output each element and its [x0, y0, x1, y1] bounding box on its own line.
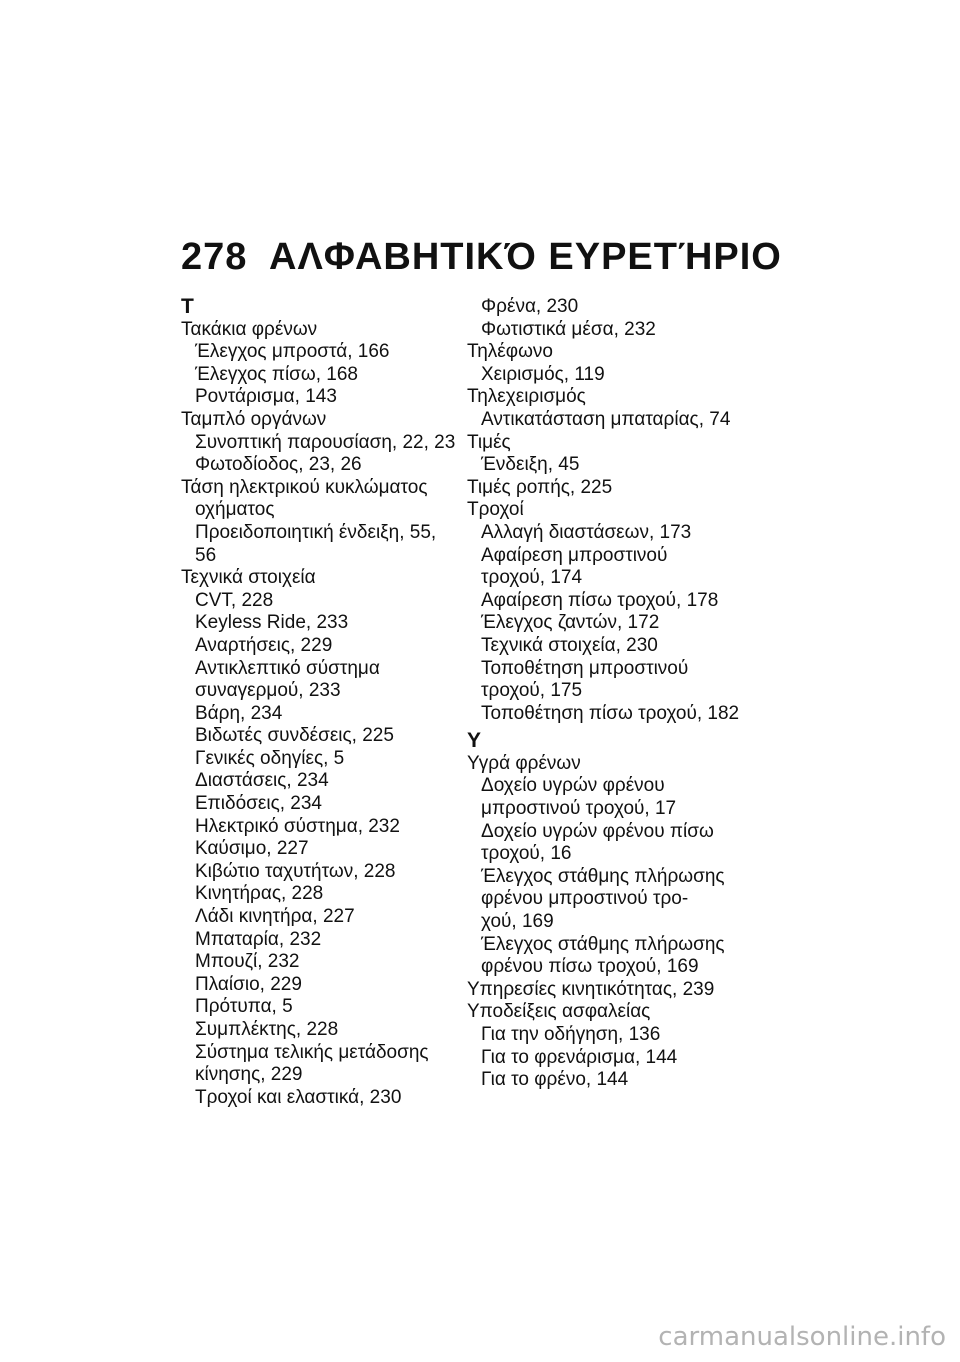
index-subentry: Αφαίρεση μπροστινού	[481, 544, 668, 566]
index-subentry: Τοποθέτηση μπροστινού	[481, 657, 689, 679]
index-letter-heading: Y	[467, 729, 482, 753]
index-subentry: Βιδωτές συνδέσεις, 225	[195, 725, 394, 747]
index-subentry: Μπουζί, 232	[195, 951, 300, 973]
index-subentry: Λάδι κινητήρα, 227	[195, 906, 355, 928]
index-subentry: Ροντάρισμα, 143	[195, 386, 337, 408]
index-subentry: Χειρισμός, 119	[481, 363, 605, 385]
index-entry: Τροχοί	[467, 499, 524, 521]
index-subentry: μπροστινού τροχού, 17	[481, 798, 677, 820]
index-entry: Τηλεχειρισμός	[467, 386, 586, 408]
index-subentry: Επιδόσεις, 234	[195, 793, 322, 815]
index-entry: Υπηρεσίες κινητικότητας, 239	[467, 978, 715, 1000]
index-subentry: Αφαίρεση πίσω τροχού, 178	[481, 589, 719, 611]
index-subentry: συναγερμού, 233	[195, 680, 341, 702]
index-subentry: Μπαταρία, 232	[195, 928, 322, 950]
index-subentry: τροχού, 16	[481, 843, 572, 865]
index-subentry: οχήματος	[195, 499, 275, 521]
index-entry: Τακάκια φρένων	[181, 318, 318, 340]
index-subentry: Δοχείο υγρών φρένου πίσω	[481, 820, 714, 842]
index-subentry: Συμπλέκτης, 228	[195, 1019, 339, 1040]
index-subentry: Αλλαγή διαστάσεων, 173	[481, 521, 692, 543]
index-column-right	[467, 296, 740, 1092]
index-subentry: Φρένα, 230	[481, 296, 579, 317]
index-subentry: Έλεγχος μπροστά, 166	[195, 341, 390, 363]
index-subentry: Για το φρενάρισμα, 144	[481, 1046, 678, 1068]
index-entry: Ταμπλό οργάνων	[181, 408, 327, 430]
index-subentry: Αναρτήσεις, 229	[195, 634, 333, 656]
index-subentry: Έλεγχος ζαντών, 172	[481, 612, 660, 634]
index-subentry: Για την οδήγηση, 136	[481, 1024, 661, 1045]
index-subentry: Κινητήρας, 228	[195, 883, 324, 905]
watermark: carmanualsonline.info	[658, 1322, 946, 1352]
index-subentry: τροχού, 175	[481, 680, 583, 702]
index-subentry: Τεχνικά στοιχεία, 230	[481, 634, 658, 656]
index-subentry: Τροχοί και ελαστικά, 230	[195, 1086, 402, 1108]
index-subentry: Αντικλεπτικό σύστημα	[195, 657, 380, 679]
index-subentry: φρένου πίσω τροχού, 169	[481, 956, 699, 978]
index-subentry: Έλεγχος στάθμης πλήρωσης	[481, 865, 725, 887]
index-subentry: CVT, 228	[195, 589, 274, 611]
index-subentry: Τοποθέτηση πίσω τροχού, 182	[481, 702, 740, 724]
index-subentry: Έλεγχος πίσω, 168	[195, 363, 358, 385]
index-subentry: Ένδειξη, 45	[481, 454, 580, 476]
index-subentry: Πρότυπα, 5	[195, 996, 293, 1018]
index-subentry: κίνησης, 229	[195, 1064, 303, 1086]
index-entry: Τιμές	[467, 431, 511, 453]
index-subentry: Καύσιμο, 227	[195, 838, 309, 860]
page-number: 278	[181, 236, 248, 278]
page-title: ΑΛΦΑΒΗΤΙΚΌ ΕΥΡΕΤΉΡΙΟ	[269, 236, 782, 278]
index-subentry: Φωτοδίοδος, 23, 26	[195, 454, 362, 476]
index-subentry: Έλεγχος στάθμης πλήρωσης	[481, 933, 725, 955]
index-subentry: τροχού, 174	[481, 567, 583, 589]
index-subentry: Διαστάσεις, 234	[195, 770, 329, 792]
index-letter-heading: T	[181, 295, 194, 318]
index-entry: Τεχνικά στοιχεία	[181, 567, 316, 589]
index-subentry: Προειδοποιητική ένδειξη, 55,	[195, 521, 437, 543]
index-column-left	[181, 295, 456, 1109]
index-subentry: Σύστημα τελικής μετάδοσης	[195, 1041, 429, 1063]
index-subentry: Κιβώτιο ταχυτήτων, 228	[195, 860, 396, 882]
index-entry: Υγρά φρένων	[467, 752, 581, 774]
index-subentry: Βάρη, 234	[195, 702, 283, 724]
index-entry: Τάση ηλεκτρικού κυκλώματος	[181, 476, 428, 498]
index-subentry: Φωτιστικά μέσα, 232	[481, 318, 656, 340]
index-subentry: 56	[195, 544, 217, 566]
index-entry: Τιμές ροπής, 225	[467, 476, 613, 498]
index-entry: Υποδείξεις ασφαλείας	[467, 1001, 651, 1023]
index-subentry: Ηλεκτρικό σύστημα, 232	[195, 815, 400, 837]
index-subentry: Συνοπτική παρουσίαση, 22, 23	[195, 431, 456, 453]
index-subentry: Keyless Ride, 233	[195, 612, 349, 634]
index-subentry: Δοχείο υγρών φρένου	[481, 775, 665, 797]
index-entry: Τηλέφωνο	[467, 341, 553, 363]
index-subentry: Αντικατάσταση μπαταρίας, 74	[481, 408, 731, 430]
index-subentry: Πλαίσιο, 229	[195, 973, 302, 995]
index-subentry: Για το φρένο, 144	[481, 1069, 629, 1091]
index-subentry: χού, 169	[481, 911, 554, 933]
index-subentry: Γενικές οδηγίες, 5	[195, 747, 345, 769]
index-subentry: φρένου μπροστινού τρο-	[481, 888, 689, 910]
